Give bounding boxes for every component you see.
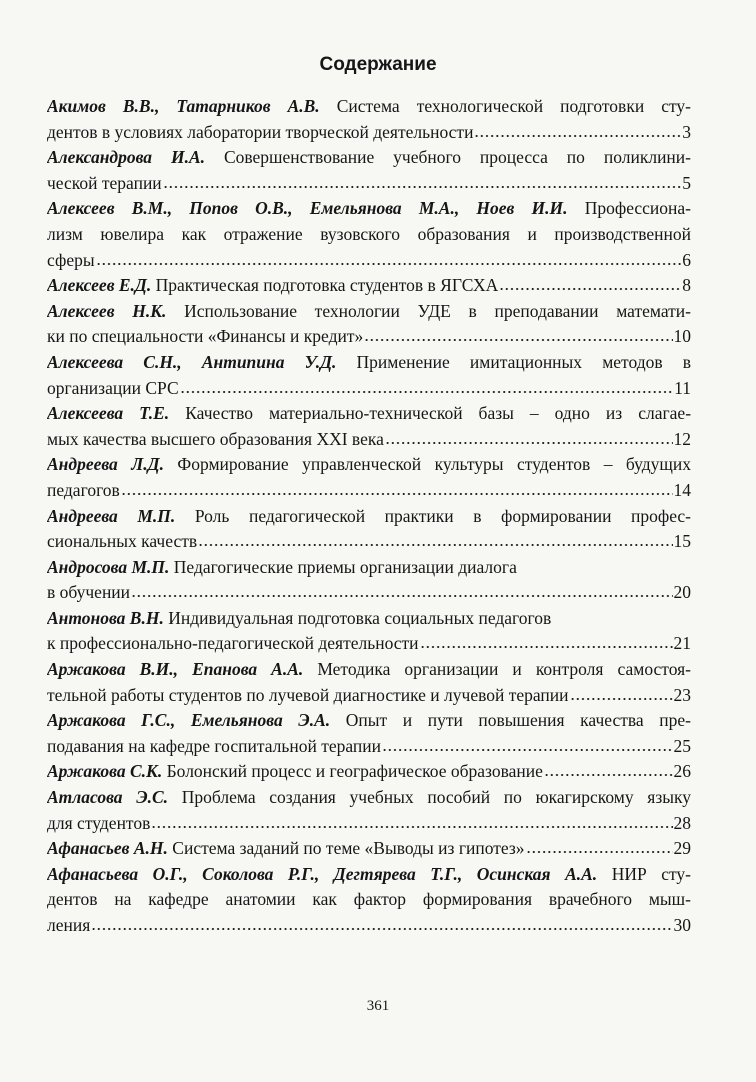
toc-entry: [47, 555, 691, 606]
toc-entry-leader-line: [47, 683, 691, 709]
toc-entry-leader-line: [47, 759, 691, 785]
toc-entry-title-text: Практическая подготовка студентов в ЯГСХА: [155, 275, 499, 296]
toc-entry: [47, 273, 691, 299]
toc-entry-page: 25: [673, 735, 691, 756]
toc-entry-page: 20: [673, 582, 691, 603]
toc-entry: [47, 862, 691, 939]
line-text: [47, 759, 543, 785]
toc-entry-page: 23: [673, 684, 691, 705]
dot-leader: [151, 823, 672, 829]
toc-entry-leader-line: [47, 427, 691, 453]
dot-leader: [385, 439, 673, 445]
toc-entry-title-text: Совершенствование учебного процесса по поликлини-: [223, 147, 691, 168]
toc-entry-title-text: Индивидуальная подготовка социальных педагогов: [168, 607, 552, 628]
toc-entry-leader-line: [47, 631, 691, 657]
dot-leader: [121, 490, 673, 496]
line-text: [47, 913, 90, 939]
toc-entry: [47, 785, 691, 836]
dot-leader: [131, 592, 672, 598]
dot-leader: [198, 541, 672, 547]
dot-leader: [382, 746, 673, 752]
toc-entry-page: 15: [673, 531, 691, 552]
table-of-contents: [47, 94, 691, 939]
dot-leader: [499, 285, 681, 291]
toc-entry-leader-line: [47, 913, 691, 939]
line-text: [47, 683, 569, 709]
toc-entry-line: [47, 145, 691, 171]
toc-entry-title-text: тельной работы студентов по лучевой диагностике и лучевой терапии: [47, 684, 569, 705]
toc-entry-line: [47, 785, 691, 811]
toc-entry-title-text: Методика организации и контроля самостоя-: [317, 659, 691, 680]
line-text: [47, 836, 525, 862]
toc-entry-page: 6: [682, 249, 691, 270]
toc-entry: [47, 657, 691, 708]
toc-entry-title-text: Формирование управленческой культуры студентов – будущих: [177, 454, 691, 475]
page-title: Содержание: [319, 54, 437, 75]
toc-entry-leader-line: [47, 120, 691, 146]
toc-entry-leader-line: [47, 478, 691, 504]
toc-entry-line: [47, 222, 691, 248]
toc-entry-title-text: дентов в условиях лаборатории творческой деятельности: [47, 121, 474, 142]
line-text: [47, 580, 130, 606]
toc-entry-title-text: Использование технологии УДЕ в преподавании математи-: [184, 300, 691, 321]
toc-entry-title-text: НИР сту-: [611, 863, 691, 884]
toc-entry-authors: Акимов В.В., Татарников А.В.: [47, 96, 320, 116]
line-text: [47, 631, 419, 657]
line-text: [47, 376, 179, 402]
toc-entry-title-text: Качество материально-технической базы – одно из слагае-: [185, 403, 691, 424]
toc-entry-title-text: Проблема создания учебных пособий по юкагирскому языку: [181, 787, 691, 808]
toc-entry: [47, 350, 691, 401]
dot-leader: [364, 336, 672, 342]
toc-entry-leader-line: [47, 171, 691, 197]
toc-entry-leader-line: [47, 811, 691, 837]
toc-entry: [47, 504, 691, 555]
toc-entry-authors: Алексеев Е.Д.: [47, 275, 152, 296]
line-text: [47, 734, 381, 760]
toc-entry-leader-line: [47, 273, 691, 299]
toc-entry-title-text: Применение имитационных методов в: [356, 351, 691, 372]
toc-entry-authors: Аржакова С.К.: [47, 761, 163, 782]
line-text: [47, 248, 95, 274]
toc-entry: [47, 196, 691, 273]
toc-entry-title-text: мых качества высшего образования XXI века: [47, 428, 384, 449]
dot-leader: [420, 643, 673, 649]
toc-entry-title-text: подавания на кафедре госпитальной терапии: [47, 735, 381, 756]
toc-entry-line: [47, 452, 691, 478]
toc-entry-line: [47, 657, 691, 683]
toc-entry-page: 3: [682, 121, 691, 142]
toc-entry: [47, 299, 691, 350]
line-text: [47, 529, 197, 555]
toc-entry-leader-line: [47, 836, 691, 862]
toc-entry-line: [47, 555, 691, 581]
toc-entry-authors: Афанасьев А.Н.: [47, 838, 168, 859]
toc-entry-page: 12: [673, 428, 691, 449]
line-text: [47, 273, 498, 299]
toc-entry: [47, 759, 691, 785]
dot-leader: [474, 132, 681, 138]
toc-entry-line: [47, 350, 691, 376]
toc-entry-authors: Андреева М.П.: [47, 505, 176, 526]
line-text: [47, 811, 150, 837]
page-number: 361: [366, 998, 390, 1014]
toc-entry-title-text: сферы: [47, 249, 95, 270]
toc-entry-title-text: дентов на кафедре анатомии как фактор формирования врачебного мыш-: [47, 889, 691, 910]
toc-entry-authors: Атласова Э.С.: [47, 787, 169, 808]
toc-entry-page: 5: [682, 172, 691, 193]
toc-entry-page: 8: [682, 275, 691, 296]
dot-leader: [570, 695, 673, 701]
toc-entry-title-text: педагогов: [47, 479, 120, 500]
toc-entry-title-text: ки по специальности «Финансы и кредит»: [47, 326, 364, 347]
toc-entry-page: 26: [673, 761, 691, 782]
toc-entry-leader-line: [47, 376, 691, 402]
dot-leader: [180, 388, 674, 394]
line-text: [47, 427, 384, 453]
toc-entry-authors: Алексеева С.Н., Антипина У.Д.: [47, 351, 337, 372]
toc-entry-line: [47, 196, 691, 222]
toc-entry-authors: Алексеева Т.Е.: [47, 403, 170, 424]
toc-entry-title-text: Система технологической подготовки сту-: [336, 96, 691, 116]
toc-entry-leader-line: [47, 529, 691, 555]
toc-entry: [47, 94, 691, 145]
toc-entry: [47, 145, 691, 196]
toc-entry-page: 21: [673, 633, 691, 654]
toc-entry: [47, 606, 691, 657]
toc-entry-title-text: Болонский процесс и географическое образование: [166, 761, 543, 782]
toc-entry-authors: Антонова В.Н.: [47, 607, 164, 628]
toc-entry-line: [47, 887, 691, 913]
toc-entry-page: 11: [674, 377, 691, 398]
toc-entry-authors: Андреева Л.Д.: [47, 454, 164, 475]
toc-entry-page: 10: [673, 326, 691, 347]
toc-entry-leader-line: [47, 734, 691, 760]
toc-entry-leader-line: [47, 324, 691, 350]
toc-entry-page: 29: [673, 838, 691, 859]
toc-entry-line: [47, 299, 691, 325]
toc-entry-line: [47, 94, 691, 120]
toc-entry-line: [47, 504, 691, 530]
toc-entry-title-text: ления: [47, 915, 91, 935]
line-text: [47, 120, 473, 146]
toc-entry-title-text: Роль педагогической практики в формировании профес-: [194, 505, 691, 526]
toc-entry-authors: Алексеев Н.К.: [47, 300, 167, 321]
toc-entry-line: [47, 401, 691, 427]
toc-entry-authors: Александрова И.А.: [47, 147, 205, 168]
toc-entry-authors: Аржакова Г.С., Емельянова Э.А.: [47, 710, 331, 731]
toc-entry-title-text: к профессионально-педагогической деятельности: [47, 633, 419, 654]
line-text: [47, 478, 120, 504]
toc-entry: [47, 401, 691, 452]
toc-entry-title-text: Педагогические приемы организации диалога: [173, 556, 517, 577]
toc-entry-authors: Аржакова В.И., Епанова А.А.: [47, 659, 304, 680]
toc-entry-title-text: ческой терапии: [47, 172, 162, 193]
toc-entry-authors: Афанасьева О.Г., Соколова Р.Г., Дегтярева Т.Г., Осинская А.А.: [47, 863, 598, 884]
dot-leader: [96, 260, 682, 266]
toc-entry: [47, 836, 691, 862]
toc-entry-line: [47, 606, 691, 632]
toc-entry-line: [47, 862, 691, 888]
toc-entry-leader-line: [47, 248, 691, 274]
toc-entry-title-text: Опыт и пути повышения качества пре-: [345, 710, 691, 731]
toc-entry: [47, 708, 691, 759]
toc-entry-authors: Алексеев В.М., Попов О.В., Емельянова М.А., Ноев И.И.: [47, 198, 568, 219]
toc-entry-title-text: сиональных качеств: [47, 531, 198, 552]
toc-entry: [47, 452, 691, 503]
toc-entry-title-text: Система заданий по теме «Выводы из гипотез»: [172, 838, 525, 859]
toc-entry-title-text: организации СРС: [47, 377, 179, 398]
toc-entry-leader-line: [47, 580, 691, 606]
toc-entry-page: 14: [673, 479, 691, 500]
dot-leader: [544, 771, 673, 777]
dot-leader: [526, 848, 673, 854]
dot-leader: [163, 183, 682, 189]
toc-entry-title-text: для студентов: [47, 812, 151, 833]
toc-entry-title-text: Профессиона-: [584, 198, 691, 219]
toc-entry-line: [47, 708, 691, 734]
toc-entry-page: 28: [673, 812, 691, 833]
toc-entry-title-text: в обучении: [47, 582, 131, 603]
toc-entry-title-text: лизм ювелира как отражение вузовского образования и производственной: [47, 223, 691, 244]
toc-entry-authors: Андросова М.П.: [47, 556, 170, 577]
toc-entry-page: 30: [673, 915, 691, 935]
dot-leader: [91, 925, 672, 931]
line-text: [47, 171, 162, 197]
line-text: [47, 324, 363, 350]
